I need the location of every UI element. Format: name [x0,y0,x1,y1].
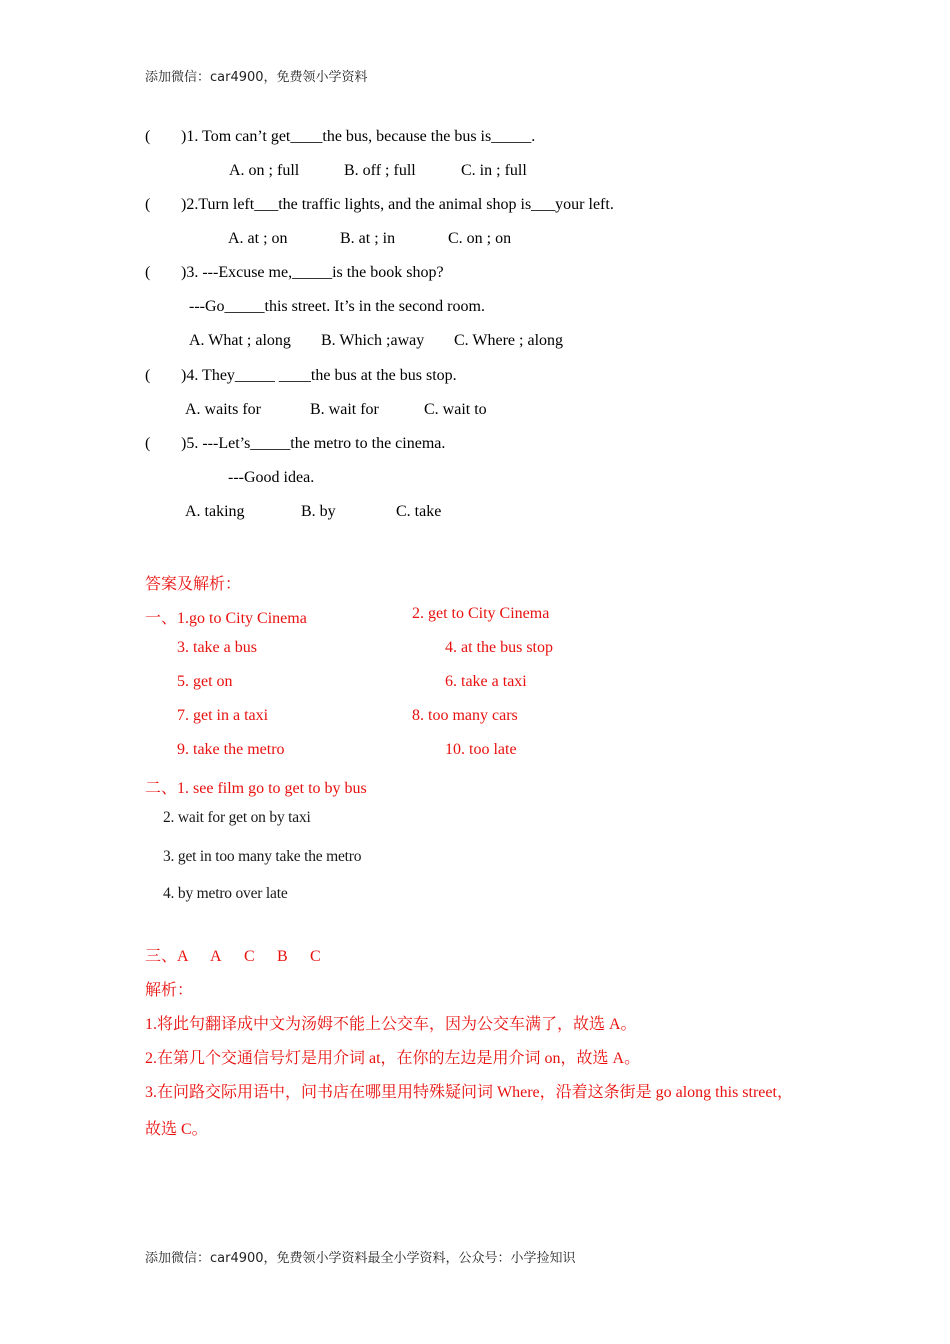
answer-letter: A [177,948,189,965]
question-stem: )4. They_____ ____the bus at the bus stop. [181,367,457,384]
option-a: A. on ; full [229,162,300,179]
answer-item: 6. take a taxi [445,673,527,690]
answer-item: 4. at the bus stop [445,639,553,656]
question-stem: )1. Tom can’t get____the bus, because the bus is_____. [181,128,536,145]
question-stem: )2.Turn left___the traffic lights, and the animal shop is___your left. [181,196,614,213]
question-2 [145,196,614,214]
answer-bracket: ( [145,128,151,145]
answer-item: 1.go to City Cinema [177,610,307,627]
option-c: C. on ; on [448,230,512,247]
question-line2: ---Go_____this street. It’s in the second room. [189,298,485,315]
analysis-line-4: 故选 C。 [145,1121,208,1138]
analysis-line-3: 3.在问路交际用语中，问书店在哪里用特殊疑问词 Where，沿着这条街是 go along this street， [145,1084,793,1101]
answer-bracket: ( [145,196,151,213]
option-a: A. waits for [185,401,261,418]
question-stem: )3. ---Excuse me,_____is the book shop? [181,264,444,281]
option-b: B. by [301,503,336,520]
question-stem: )5. ---Let’s_____the metro to the cinema. [181,435,446,452]
option-b: B. off ; full [344,162,416,179]
analysis-title: 解析： [145,982,194,999]
question-line2: ---Good idea. [228,469,315,486]
answer-item: 7. get in a taxi [177,707,269,724]
answer-letter: C [310,948,321,965]
option-c: C. in ; full [461,162,527,179]
part1-label: 一、 [145,610,178,627]
answer-bracket: ( [145,367,151,384]
question-4 [145,367,457,385]
answer-item: 8. too many cars [412,707,518,724]
part2-label: 二、 [145,780,178,797]
answer-letter: B [277,948,288,965]
answer-item: 1. see film go to get to by bus [177,780,367,797]
page-footer: 添加微信：car4900，免费领小学资料最全小学资料，公众号：小学捡知识 [145,1251,576,1266]
question-1 [145,128,535,146]
answer-scan-line: 3. get in too many take the metro [163,848,362,865]
answer-scan-line: 2. wait for get on by taxi [163,809,311,826]
option-b: B. wait for [310,401,379,418]
answer-item: 3. take a bus [177,639,257,656]
option-b: B. at ; in [340,230,396,247]
answer-bracket: ( [145,264,151,281]
answer-item: 5. get on [177,673,233,690]
option-c: C. wait to [424,401,487,418]
answer-bracket: ( [145,435,151,452]
question-3 [145,264,444,282]
part1-line [145,605,307,628]
page-header: 添加微信：car4900，免费领小学资料 [145,70,368,85]
answers-title: 答案及解析： [145,576,242,593]
answer-scan-line: 4. by metro over late [163,885,288,902]
option-b: B. Which ;away [321,332,425,349]
part3-label: 三、 [145,948,178,965]
option-a: A. What ; along [189,332,291,349]
part3-line [145,943,321,966]
answer-letter: C [244,948,255,965]
analysis-line-2: 2.在第几个交通信号灯是用介词 at，在你的左边是用介词 on，故选 A。 [145,1050,641,1067]
part2-line [145,775,367,798]
answer-item: 9. take the metro [177,741,285,758]
option-a: A. at ; on [228,230,288,247]
answer-item: 10. too late [445,741,517,758]
option-c: C. take [396,503,442,520]
option-c: C. Where ; along [454,332,564,349]
option-a: A. taking [185,503,245,520]
answer-letter: A [210,948,222,965]
analysis-line-1: 1.将此句翻译成中文为汤姆不能上公交车，因为公交车满了，故选 A。 [145,1016,637,1033]
answer-item: 2. get to City Cinema [412,605,550,622]
question-5 [145,435,445,453]
